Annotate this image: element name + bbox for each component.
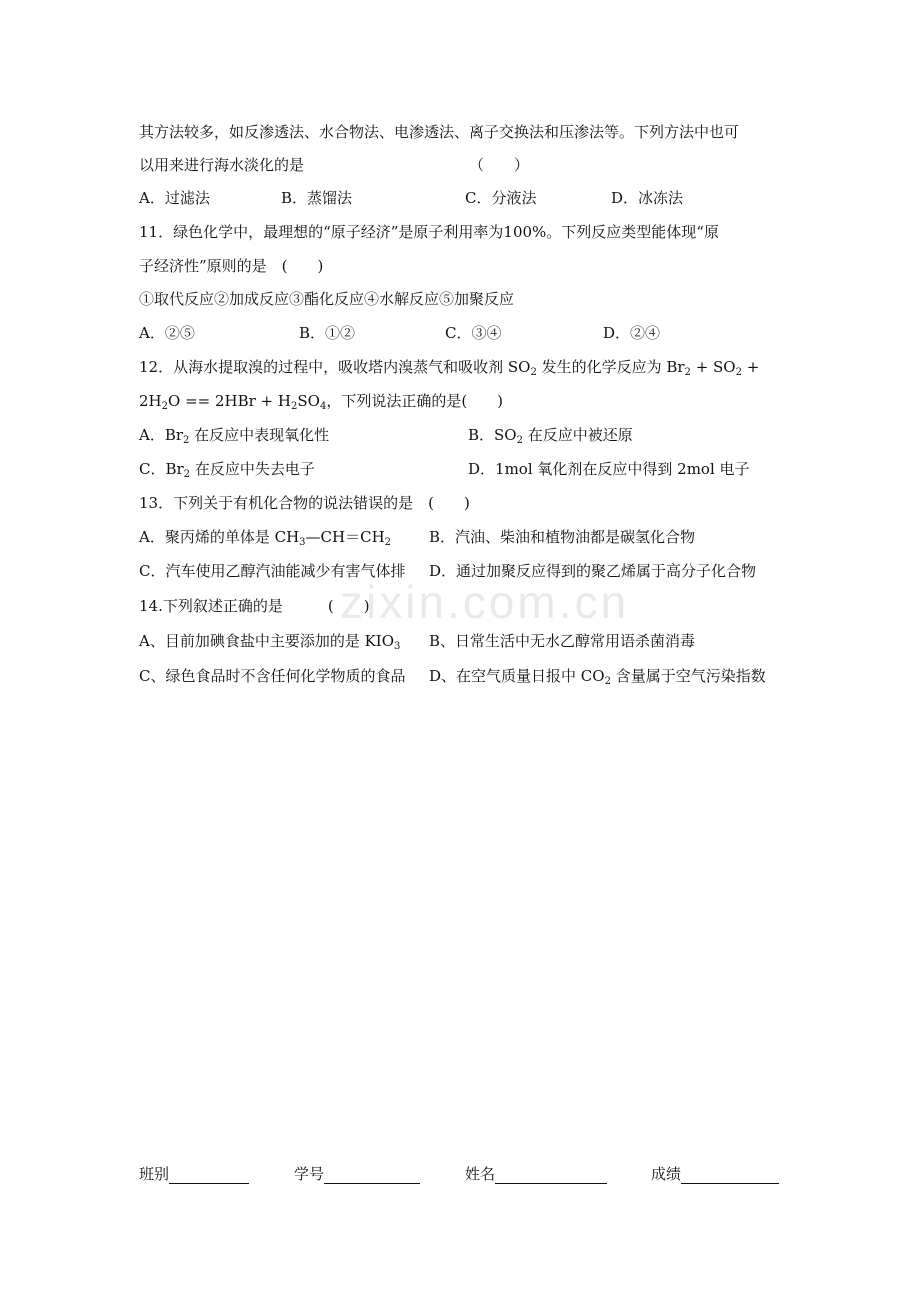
option-b: B．汽油、柴油和植物油都是碳氢化合物 — [429, 528, 696, 546]
option-a: A．聚丙烯的单体是 $CH_3—CH=CH_2$ — [139, 528, 392, 548]
option-b: B．蒸馏法 — [281, 189, 353, 207]
answer-paren: （ ） — [469, 156, 530, 174]
q11-options — [139, 323, 789, 343]
q13-line1: 13．下列关于有机化合物的说法错误的是 ( ) — [139, 494, 470, 512]
q14-line1: 14.下列叙述正确的是 ( ) — [139, 597, 370, 615]
option-b: B．$SO_2$ 在反应中被还原 — [468, 426, 633, 446]
watermark: zixin.com.cn — [340, 576, 630, 628]
option-c: C、绿色食品时不含任何化学物质的食品 — [139, 667, 406, 685]
option-a: A．$Br_2$ 在反应中表现氧化性 — [139, 426, 330, 446]
id-field: 学号 — [294, 1163, 420, 1184]
q11-line1: 11．绿色化学中，最理想的“原子经济”是原子利用率为100%。下列反应类型能体现“原 — [139, 223, 719, 241]
option-d: D、在空气质量日报中 $CO_2$ 含量属于空气污染指数 — [429, 667, 766, 687]
class-field: 班别 — [139, 1163, 249, 1184]
name-field: 姓名 — [465, 1163, 607, 1184]
q11-line2: 子经济性”原则的是 ( ) — [139, 257, 324, 275]
class-blank[interactable] — [169, 1167, 249, 1184]
score-field: 成绩 — [651, 1163, 779, 1184]
option-c: C．分液法 — [465, 189, 537, 207]
option-a: A、目前加碘食盐中主要添加的是 $KIO_3$ — [139, 632, 401, 652]
option-a: A．过滤法 — [139, 189, 210, 207]
q12-options-ab — [139, 425, 789, 445]
option-d: D．1mol 氧化剂在反应中得到 2mol 电子 — [468, 460, 750, 478]
student-info-footer — [139, 1163, 789, 1185]
q12-options-cd — [139, 459, 789, 479]
q12-line1: 12．从海水提取溴的过程中，吸收塔内溴蒸气和吸收剂 $SO_2$ 发生的化学反应为 $Br_2 + SO_2$ + — [139, 358, 760, 378]
q14-options-cd — [139, 666, 789, 686]
option-c: C．$Br_2$ 在反应中失去电子 — [139, 460, 315, 480]
option-d: D．②④ — [603, 324, 661, 342]
q11-line3: ①取代反应②加成反应③酯化反应④水解反应⑤加聚反应 — [139, 290, 515, 308]
score-blank[interactable] — [681, 1167, 779, 1184]
q13-options-ab — [139, 527, 789, 547]
option-a: A．②⑤ — [139, 324, 195, 342]
id-blank[interactable] — [324, 1167, 420, 1184]
option-c: C．③④ — [445, 324, 502, 342]
option-d: D．通过加聚反应得到的聚乙烯属于高分子化合物 — [429, 562, 757, 580]
option-d: D．冰冻法 — [611, 189, 684, 207]
q10-options — [139, 188, 789, 208]
q14-options-ab — [139, 631, 789, 651]
q10-line1: 其方法较多，如反渗透法、水合物法、电渗透法、离子交换法和压渗法等。下列方法中也可 — [139, 123, 740, 141]
option-c: C．汽车使用乙醇汽油能减少有害气体排 — [139, 562, 406, 580]
q12-line2: $2H_2O == 2HBr + H_2SO_4$，下列说法正确的是( ) — [139, 392, 504, 412]
option-b: B、日常生活中无水乙醇常用语杀菌消毒 — [429, 632, 696, 650]
q10-line2: 以用来进行海水淡化的是 （ ） — [139, 156, 530, 174]
option-b: B．①② — [299, 324, 356, 342]
name-blank[interactable] — [495, 1167, 607, 1184]
